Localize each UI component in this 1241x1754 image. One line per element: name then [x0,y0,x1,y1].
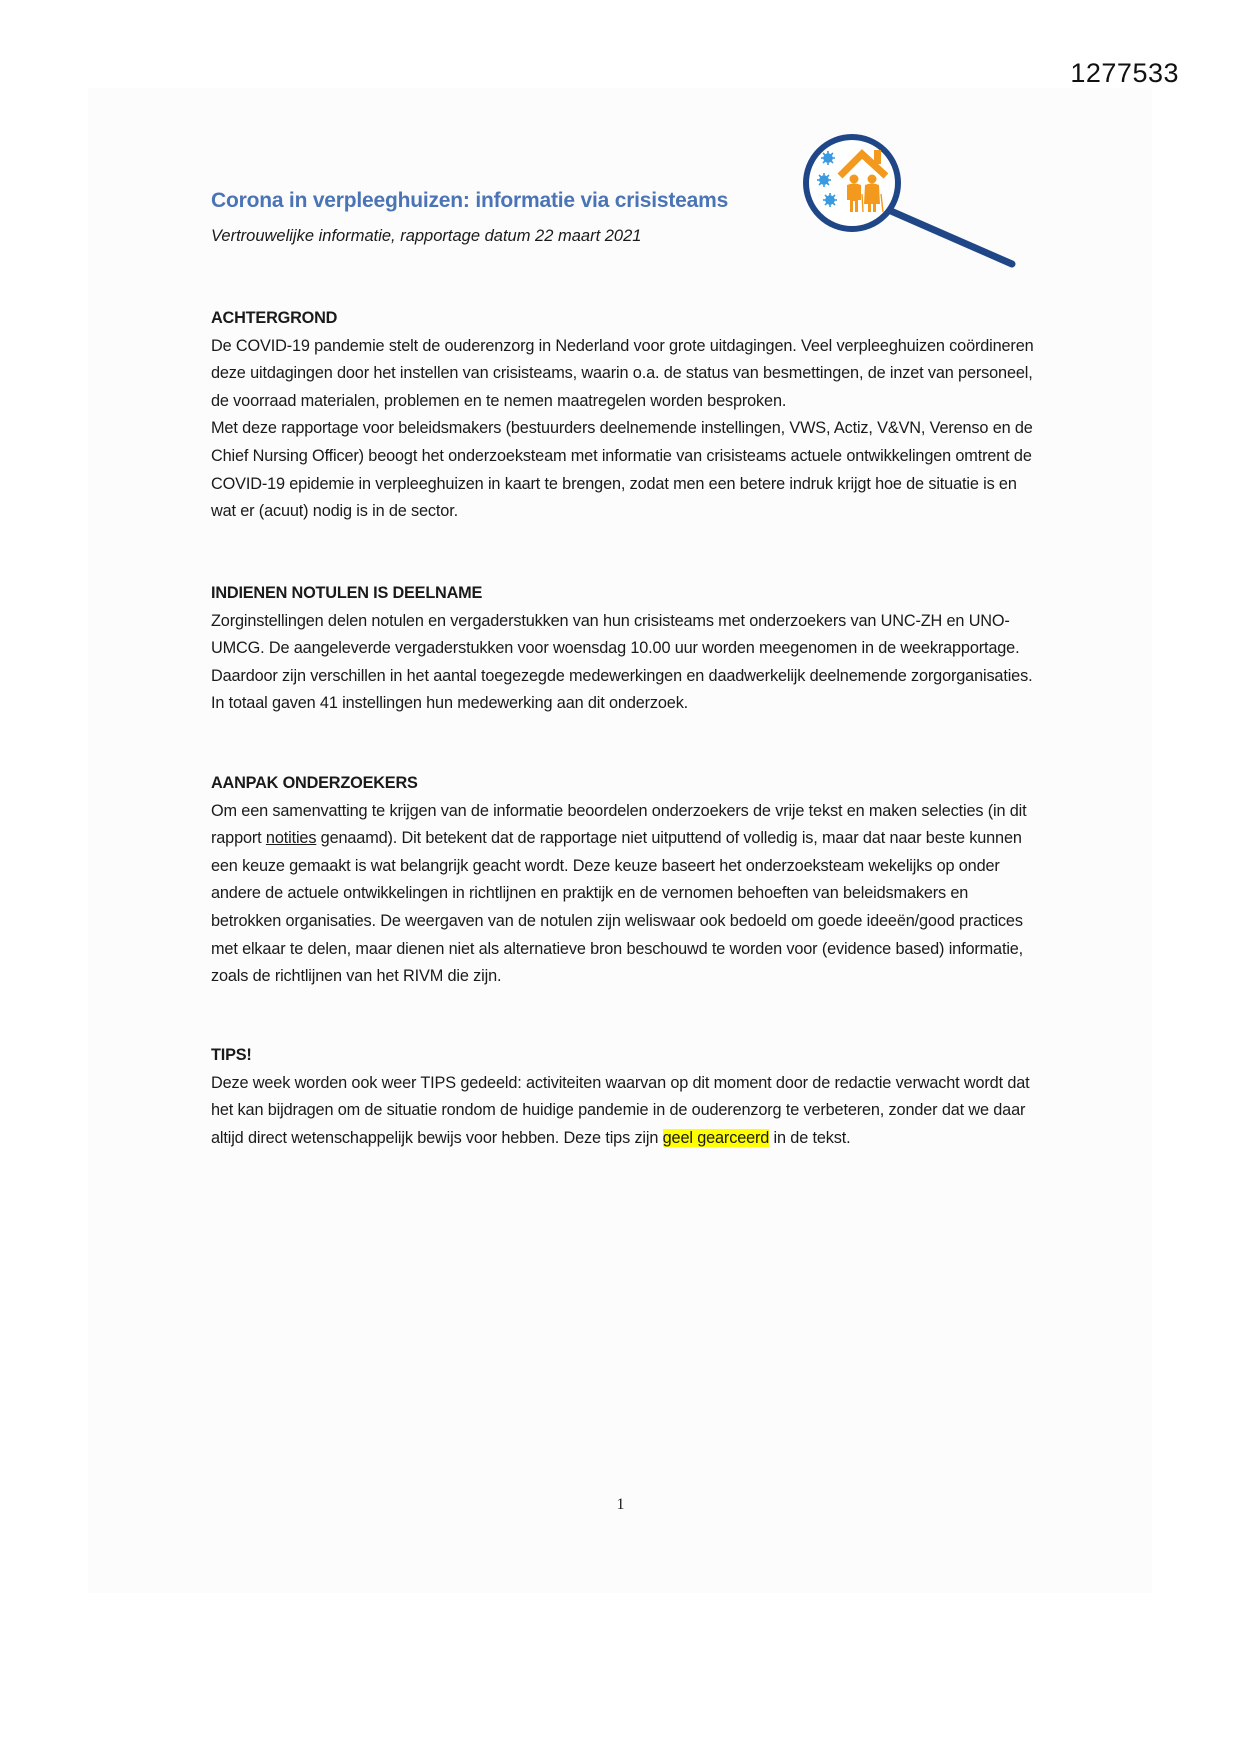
highlighted-text: geel gearceerd [662,1128,770,1147]
document-id: 1277533 [1070,58,1179,88]
section-heading: TIPS! [211,1046,252,1064]
section-paragraph [211,1070,1041,1153]
section-paragraph [211,798,1041,991]
section-heading: ACHTERGROND [211,309,338,327]
section-tips [211,1042,1041,1152]
page-title: Corona in verpleeghuizen: informatie via crisisteams [211,189,729,212]
section-achtergrond [211,305,1041,526]
section-heading: INDIENEN NOTULEN IS DEELNAME [211,584,483,602]
page-subtitle: Vertrouwelijke informatie, rapportage datum 22 maart 2021 [211,227,642,245]
section-paragraph: Met deze rapportage voor beleidsmakers (bestuurders deelnemende instellingen, VWS, Actiz, V&VN, Verenso en de Chief Nursing Officer) beoogt het onderzoeksteam met informatie van crisisteams actuele ontwikkelingen omtrent de COVID-19 epidemie in verpleeghuizen in kaart te brengen, zodat men een betere indruk krijgt hoe de situatie is en wat er (acuut) nodig is in de sector. [211,419,1033,521]
underlined-term-notities: notities [265,829,317,848]
paragraph-text: in de tekst. [769,1128,851,1147]
paragraph-text: Deze week worden ook weer TIPS gedeeld: activiteiten waarvan op dit moment door de redactie verwacht wordt dat het kan bijdragen om de situatie rondom de huidige pandemie in de ouderenzorg te verbeteren, zonder dat we daar altijd direct wetenschappelijk bewijs voor hebben. Deze tips zijn [211,1073,1030,1147]
section-paragraph: Zorginstellingen delen notulen en vergaderstukken van hun crisisteams met onderzoekers van UNC-ZH en UNO-UMCG. De aangeleverde vergaderstukken voor woensdag 10.00 uur worden meegenomen in de weekrapportage. Daardoor zijn verschillen in het aantal toegezegde medewerkingen en daadwerkelijk deelnemende zorgorganisaties. In totaal gaven 41 instellingen hun medewerking aan dit onderzoek. [211,611,1033,713]
paragraph-text: genaamd). Dit betekent dat de rapportage niet uitputtend of volledig is, maar dat naar beste kunnen een keuze gemaakt is wat belangrijk geacht wordt. Deze keuze baseert het onderzoeksteam wekelijks op onder andere de actuele ontwikkelingen in richtlijnen en praktijk en de vernomen behoeften van beleidsmakers en betrokken organisaties. De weergaven van de notulen zijn weliswaar ook bedoeld om goede ideeën/good practices met elkaar te delen, maar dienen niet als alternatieve bron beschouwd te worden voor (evidence based) informatie, zoals de richtlijnen van het RIVM die zijn. [211,829,1024,986]
paragraph-text: Om een samenvatting te krijgen van de informatie beoordelen onderzoekers de vrije tekst en maken selecties (in dit rapport [211,801,1027,848]
section-heading: AANPAK ONDERZOEKERS [211,774,418,792]
section-paragraph: De COVID-19 pandemie stelt de ouderenzorg in Nederland voor grote uitdagingen. Veel verpleeghuizen coördineren deze uitdagingen door het instellen van crisisteams, waarin o.a. de status van besmettingen, de inzet van personeel, de voorraad materialen, problemen en te nemen maatregelen worden besproken. [211,336,1034,410]
page-number: 1 [616,1496,625,1513]
section-aanpak-onderzoekers [211,770,1041,991]
section-indienen-notulen [211,580,1041,718]
magnifier-nursing-home-logo-icon [800,128,1020,278]
